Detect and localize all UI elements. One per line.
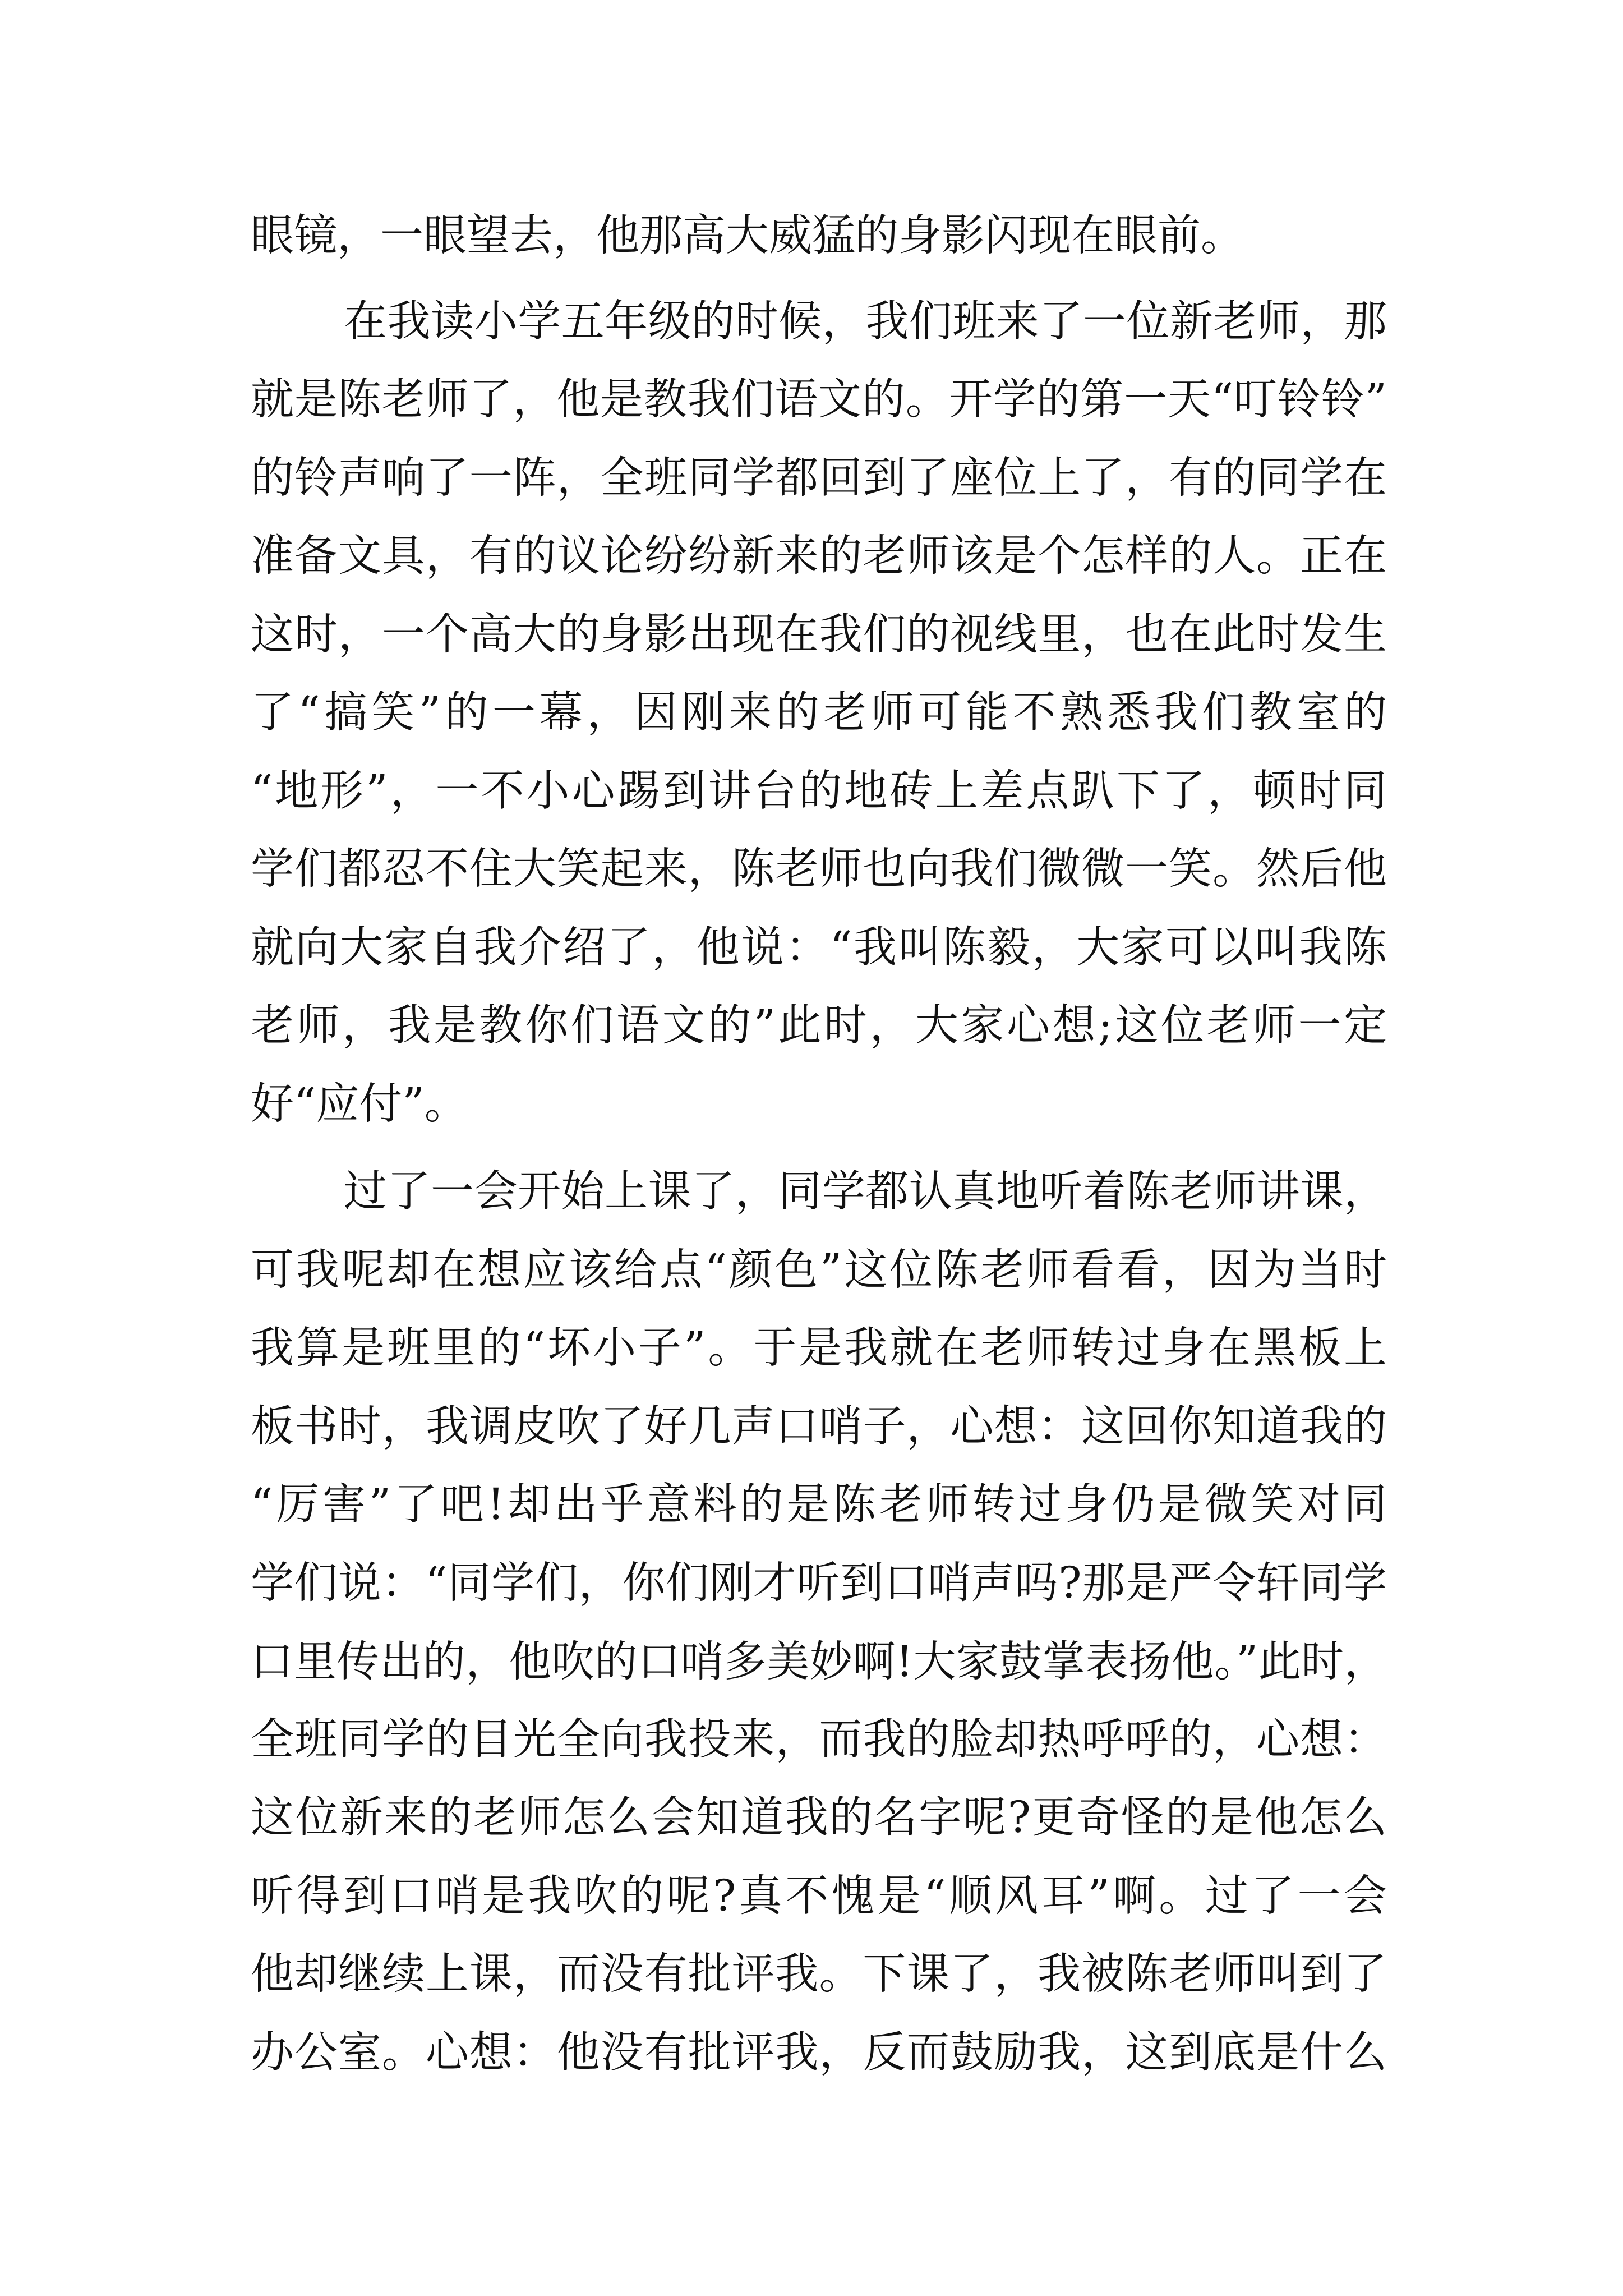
text-line: 口里传出的，他吹的口哨多美妙啊!大家鼓掌表扬他。”此时， — [251, 1636, 1387, 1686]
text-line: 好“应付”。 — [251, 1079, 468, 1129]
text-line: 在我读小学五年级的时候，我们班来了一位新老师，那 — [344, 296, 1387, 347]
text-line: 学们说：“同学们，你们刚才听到口哨声吗?那是严令轩同学 — [251, 1558, 1387, 1608]
text-line: 这时，一个高大的身影出现在我们的视线里，也在此时发生 — [251, 609, 1387, 660]
text-line: “厉害”了吧!却出乎意料的是陈老师转过身仍是微笑对同 — [251, 1480, 1387, 1530]
text-line: 就向大家自我介绍了，他说：“我叫陈毅，大家可以叫我陈 — [251, 922, 1387, 973]
text-line: 老师，我是教你们语文的”此时，大家心想;这位老师一定 — [251, 1001, 1387, 1051]
text-line: 就是陈老师了，他是教我们语文的。开学的第一天“叮铃铃” — [251, 375, 1387, 425]
text-line: 办公室。心想：他没有批评我，反而鼓励我，这到底是什么 — [251, 2027, 1387, 2078]
text-line: 了“搞笑”的一幕，因刚来的老师可能不熟悉我们教室的 — [251, 688, 1387, 738]
text-line: 全班同学的目光全向我投来，而我的脸却热呼呼的，心想： — [251, 1714, 1387, 1765]
text-line: 我算是班里的“坏小子”。于是我就在老师转过身在黑板上 — [251, 1323, 1387, 1373]
text-line: 可我呢却在想应该给点“颜色”这位陈老师看看，因为当时 — [251, 1245, 1387, 1295]
text-line: 这位新来的老师怎么会知道我的名字呢?更奇怪的是他怎么 — [251, 1793, 1387, 1843]
text-line: 的铃声响了一阵，全班同学都回到了座位上了，有的同学在 — [251, 453, 1387, 503]
paragraph — [251, 197, 1387, 275]
text-line: 他却继续上课，而没有批评我。下课了，我被陈老师叫到了 — [251, 1949, 1387, 1999]
text-line: “地形”，一不小心踢到讲台的地砖上差点趴下了，顿时同 — [251, 766, 1387, 816]
text-line: 板书时，我调皮吹了好几声口哨子，心想：这回你知道我的 — [251, 1401, 1387, 1452]
paragraph — [251, 283, 1387, 1144]
text-line: 学们都忍不住大笑起来，陈老师也向我们微微一笑。然后他 — [251, 844, 1387, 894]
body-text — [251, 197, 1387, 2092]
text-line: 准备文具，有的议论纷纷新来的老师该是个怎样的人。正在 — [251, 531, 1387, 581]
paragraph — [251, 1153, 1387, 2092]
text-line: 过了一会开始上课了，同学都认真地听着陈老师讲课， — [344, 1167, 1387, 1217]
text-line: 眼镜，一眼望去，他那高大威猛的身影闪现在眼前。 — [251, 211, 1244, 261]
text-line: 听得到口哨是我吹的呢?真不愧是“顺风耳”啊。过了一会 — [251, 1871, 1387, 1921]
